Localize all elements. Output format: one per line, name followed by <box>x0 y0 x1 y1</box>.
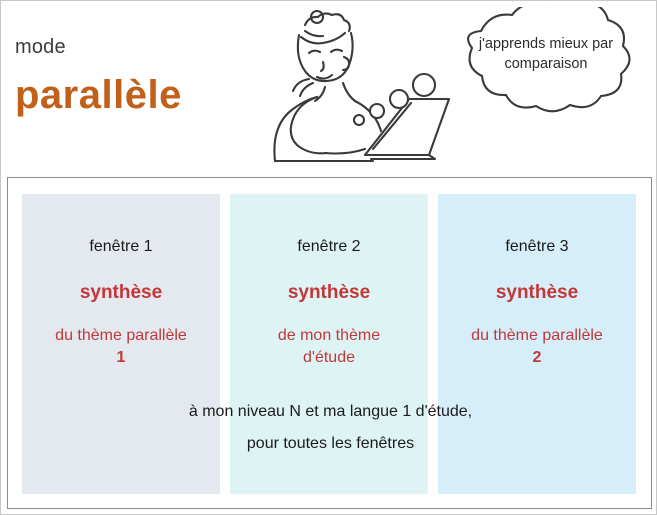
thought-bubble-icon <box>331 7 651 142</box>
column-subtitle-line1: de mon thème <box>277 327 381 344</box>
footer-line-1: à mon niveau N et ma langue 1 d'étude, <box>188 403 473 420</box>
column-subtitle <box>22 325 220 369</box>
column-synthese-label: synthèse <box>287 282 371 303</box>
header-area <box>1 1 657 173</box>
column-subtitle-line1: du thème parallèle <box>55 327 187 344</box>
parallel-mode-panel <box>7 177 652 509</box>
column-title: fenêtre 3 <box>505 238 569 255</box>
column-subtitle-line1: du thème parallèle <box>471 327 603 344</box>
column-title: fenêtre 1 <box>89 238 153 255</box>
mode-label: mode <box>15 36 66 58</box>
mode-title: parallèle <box>15 73 182 117</box>
column-subtitle-line2: d'étude <box>303 349 355 366</box>
footer-line-2: pour toutes les fenêtres <box>246 435 415 452</box>
column-subtitle-line2: 1 <box>116 349 126 366</box>
column-subtitle <box>230 325 428 369</box>
thought-bubble-text: j'apprends mieux par comparaison <box>478 36 614 72</box>
column-subtitle <box>438 325 636 369</box>
panel-footer <box>8 396 653 460</box>
column-synthese-label: synthèse <box>495 282 579 303</box>
column-synthese-label: synthèse <box>79 282 163 303</box>
column-title: fenêtre 2 <box>297 238 361 255</box>
column-subtitle-line2: 2 <box>532 349 542 366</box>
